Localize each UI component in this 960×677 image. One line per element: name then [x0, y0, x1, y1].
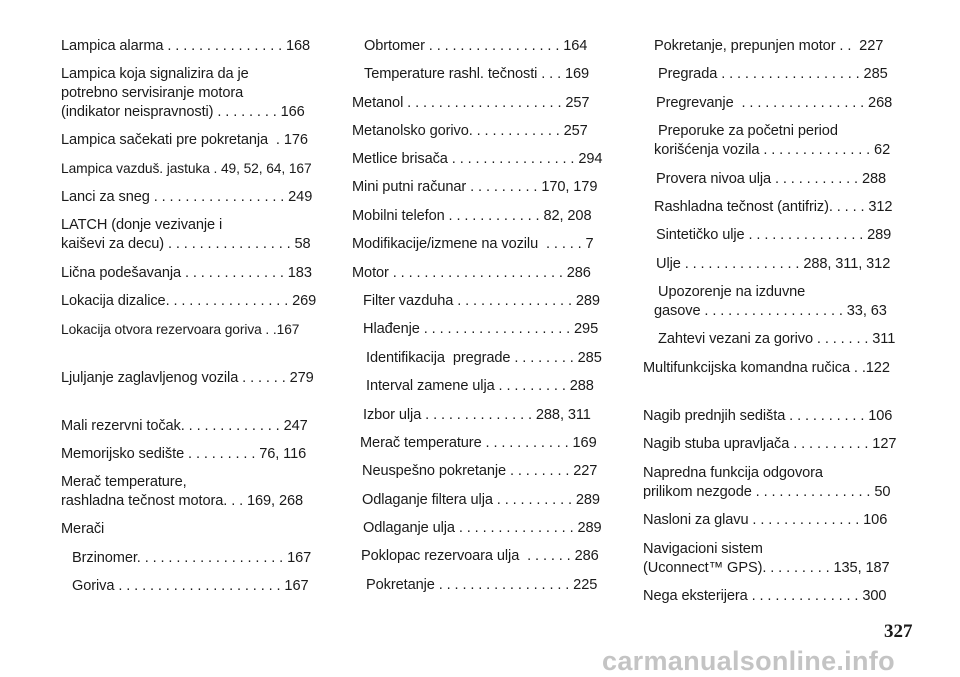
index-entry: Navigacioni sistem: [643, 541, 763, 557]
index-entry: Merači: [61, 521, 105, 537]
index-entry: LATCH (donje vezivanje i: [61, 217, 223, 233]
index-entry: rashladna tečnost motora. . . 169, 268: [61, 493, 304, 509]
index-entry: (Uconnect™ GPS). . . . . . . . . 135, 187: [643, 560, 890, 576]
index-entry: gasove . . . . . . . . . . . . . . . . . . 33, 63: [654, 303, 887, 319]
index-entry: Memorijsko sedište . . . . . . . . . 76, 116: [61, 446, 307, 462]
index-entry: Lokacija dizalice. . . . . . . . . . . . . . . . 269: [61, 293, 317, 309]
index-entry: Filter vazduha . . . . . . . . . . . . . . . 289: [363, 293, 600, 309]
index-entry: Goriva . . . . . . . . . . . . . . . . . . . . . 167: [72, 578, 309, 594]
watermark: carmanualsonline.info: [602, 646, 895, 676]
index-entry: Lampica koja signalizira da je: [61, 66, 249, 82]
index-entry: Mini putni računar . . . . . . . . . 170, 179: [352, 179, 598, 195]
index-entry: Lična podešavanja . . . . . . . . . . . . . 183: [61, 265, 312, 281]
index-entry: Preporuke za početni period: [658, 123, 838, 139]
index-entry: Ulje . . . . . . . . . . . . . . . 288, 311, 312: [656, 256, 891, 272]
index-entry: Nagib prednjih sedišta . . . . . . . . . . 106: [643, 408, 893, 424]
index-entry: Multifunkcijska komandna ručica . .122: [643, 360, 890, 376]
index-entry: Metlice brisača . . . . . . . . . . . . . . . . 294: [352, 151, 603, 167]
index-entry: Poklopac rezervoara ulja . . . . . . 286: [361, 548, 599, 564]
index-entry: Lampica alarma . . . . . . . . . . . . . . . 168: [61, 38, 311, 54]
index-entry: Metanolsko gorivo. . . . . . . . . . . . 257: [352, 123, 588, 139]
index-entry: Izbor ulja . . . . . . . . . . . . . . 288, 311: [363, 407, 591, 423]
index-entry: Napredna funkcija odgovora: [643, 465, 823, 481]
page-number: 327: [884, 621, 913, 642]
index-entry: Sintetičko ulje . . . . . . . . . . . . . . . 289: [656, 227, 892, 243]
index-entry: Nasloni za glavu . . . . . . . . . . . . . . 106: [643, 512, 888, 528]
index-entry: (indikator neispravnosti) . . . . . . . . 166: [61, 104, 305, 120]
index-entry: Merač temperature,: [61, 474, 187, 490]
index-entry: Upozorenje na izduvne: [658, 284, 806, 300]
index-entry: Brzinomer. . . . . . . . . . . . . . . . . . . 167: [72, 550, 312, 566]
index-entry: potrebno servisiranje motora: [61, 85, 244, 101]
index-entry: Pregrada . . . . . . . . . . . . . . . . . . 285: [658, 66, 888, 82]
index-entry: Lokacija otvora rezervoara goriva . .167: [61, 322, 300, 337]
index-entry: Interval zamene ulja . . . . . . . . . 288: [366, 378, 594, 394]
index-entry: prilikom nezgode . . . . . . . . . . . . . . . 50: [643, 484, 891, 500]
index-entry: Zahtevi vezani za gorivo . . . . . . . 311: [658, 331, 896, 347]
index-entry: korišćenja vozila . . . . . . . . . . . . . . 62: [654, 142, 891, 158]
index-entry: Pregrevanje . . . . . . . . . . . . . . . . 268: [656, 95, 893, 111]
index-entry: Pokretanje, prepunjen motor . . 227: [654, 38, 884, 54]
index-entry: Lampica vazduš. jastuka . 49, 52, 64, 167: [61, 161, 312, 176]
index-entry: Lampica sačekati pre pokretanja . 176: [61, 132, 308, 148]
index-entry: kaiševi za decu) . . . . . . . . . . . . . . . . 58: [61, 236, 311, 252]
index-entry: Temperature rashl. tečnosti . . . 169: [364, 66, 590, 82]
index-entry: Mobilni telefon . . . . . . . . . . . . 82, 208: [352, 208, 592, 224]
index-entry: Pokretanje . . . . . . . . . . . . . . . . . 225: [366, 577, 598, 593]
index-entry: Neuspešno pokretanje . . . . . . . . 227: [362, 463, 598, 479]
index-entry: Obrtomer . . . . . . . . . . . . . . . . . 164: [364, 38, 588, 54]
index-entry: Nagib stuba upravljača . . . . . . . . . . 127: [643, 436, 897, 452]
index-entry: Rashladna tečnost (antifriz). . . . . 312: [654, 199, 893, 215]
index-entry: Mali rezervni točak. . . . . . . . . . . . . 247: [61, 418, 308, 434]
index-entry: Hlađenje . . . . . . . . . . . . . . . . . . . 295: [363, 321, 599, 337]
index-entry: Metanol . . . . . . . . . . . . . . . . . . . . 257: [352, 95, 590, 111]
index-entry: Odlaganje ulja . . . . . . . . . . . . . . . 289: [363, 520, 602, 536]
index-entry: Provera nivoa ulja . . . . . . . . . . . 288: [656, 171, 887, 187]
index-entry: Modifikacije/izmene na vozilu . . . . . 7: [352, 236, 594, 252]
index-entry: Lanci za sneg . . . . . . . . . . . . . . . . . 249: [61, 189, 313, 205]
index-entry: Merač temperature . . . . . . . . . . . 169: [360, 435, 597, 451]
index-entry: Identifikacija pregrade . . . . . . . . 285: [366, 350, 602, 366]
index-entry: Odlaganje filtera ulja . . . . . . . . . . 289: [362, 492, 600, 508]
index-entry: Nega eksterijera . . . . . . . . . . . . . . 300: [643, 588, 887, 604]
index-entry: Ljuljanje zaglavljenog vozila . . . . . . 279: [61, 370, 314, 386]
index-entry: Motor . . . . . . . . . . . . . . . . . . . . . . 286: [352, 265, 591, 281]
